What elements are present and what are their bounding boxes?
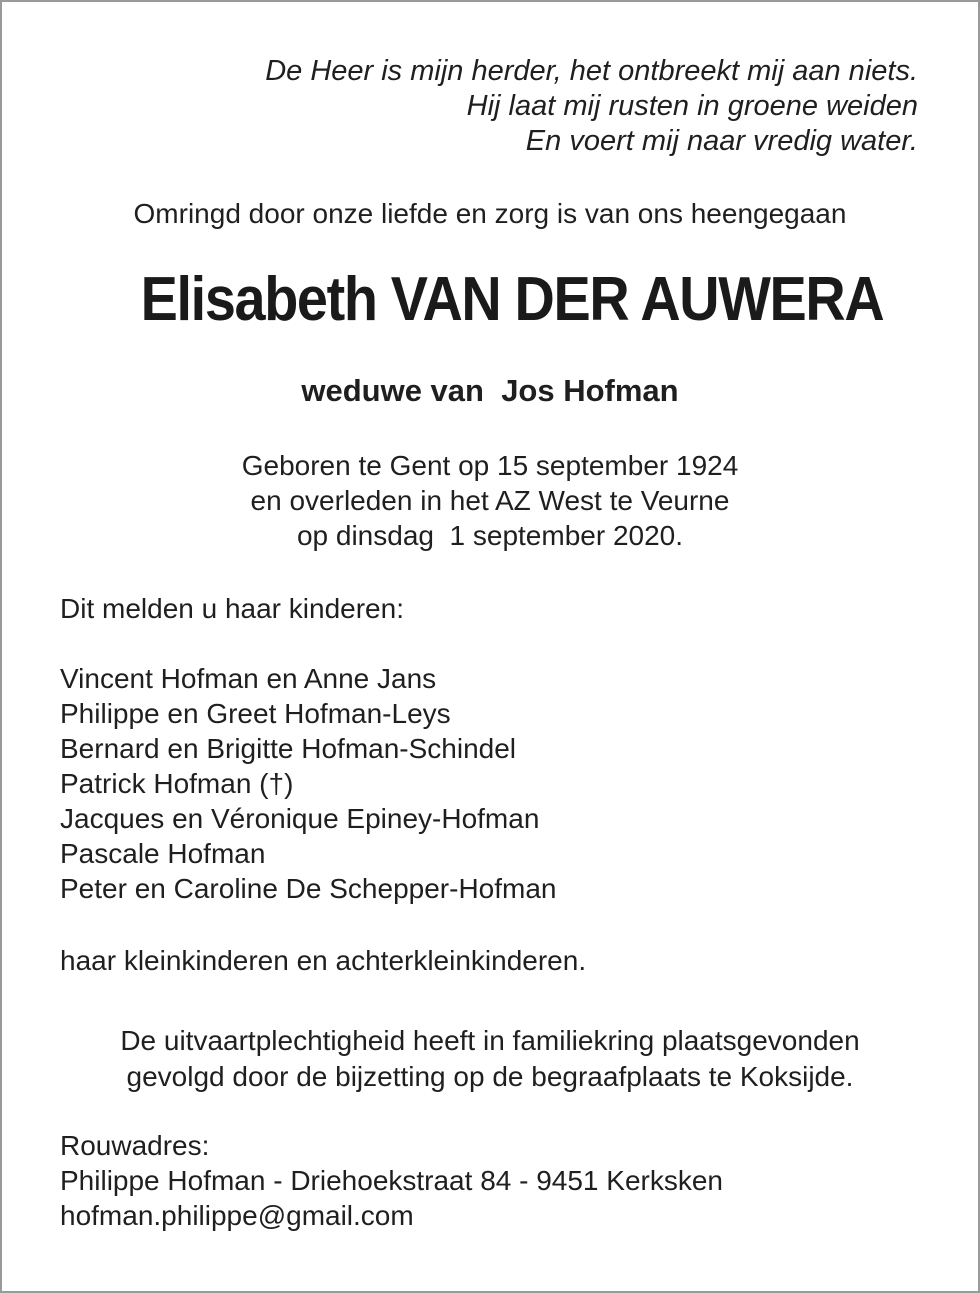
grandchildren-line: haar kleinkinderen en achterkleinkinderen. [60,945,587,976]
life-dates [2,448,978,553]
verse-line: Hij laat mij rusten in groene weiden [466,90,918,122]
death-date-line: op dinsdag 1 september 2020. [296,520,684,551]
verse-line: En voert mij naar vredig water. [525,125,918,157]
birth-line: Geboren te Gent op 15 september 1924 [241,450,739,481]
children-list [60,661,556,906]
intro-text: Omringd door onze liefde en zorg is van ons heengegaan [133,198,847,229]
child-entry: Peter en Caroline De Schepper-Hofman [60,873,557,904]
deceased-name: Elisabeth VAN DER AUWERA [140,265,884,334]
announcement: Dit melden u haar kinderen: [60,593,404,624]
child-entry: Philippe en Greet Hofman-Leys [60,698,451,729]
address-label: Rouwadres: [60,1130,210,1161]
ceremony-line: De uitvaartplechtigheid heeft in familiekring plaatsgevonden [120,1025,860,1056]
ceremony-line: gevolgd door de bijzetting op de begraafplaats te Koksijde. [126,1061,854,1092]
address-line: Philippe Hofman - Driehoekstraat 84 - 9451 Kerksken [60,1165,724,1196]
mourning-address [60,1128,723,1233]
child-entry: Vincent Hofman en Anne Jans [60,663,437,694]
email-address[interactable]: hofman.philippe@gmail.com [60,1200,414,1231]
child-entry: Jacques en Véronique Epiney-Hofman [60,803,540,834]
death-place-line: en overleden in het AZ West te Veurne [250,485,730,516]
child-entry: Pascale Hofman [60,838,266,869]
ceremony-notice [2,1023,978,1095]
verse-line: De Heer is mijn herder, het ontbreekt mij aan niets. [265,55,918,87]
bible-verse [265,54,918,159]
child-entry: Bernard en Brigitte Hofman-Schindel [60,733,517,764]
widow-of: weduwe van Jos Hofman [301,373,679,408]
child-entry: Patrick Hofman (†) [60,768,294,799]
